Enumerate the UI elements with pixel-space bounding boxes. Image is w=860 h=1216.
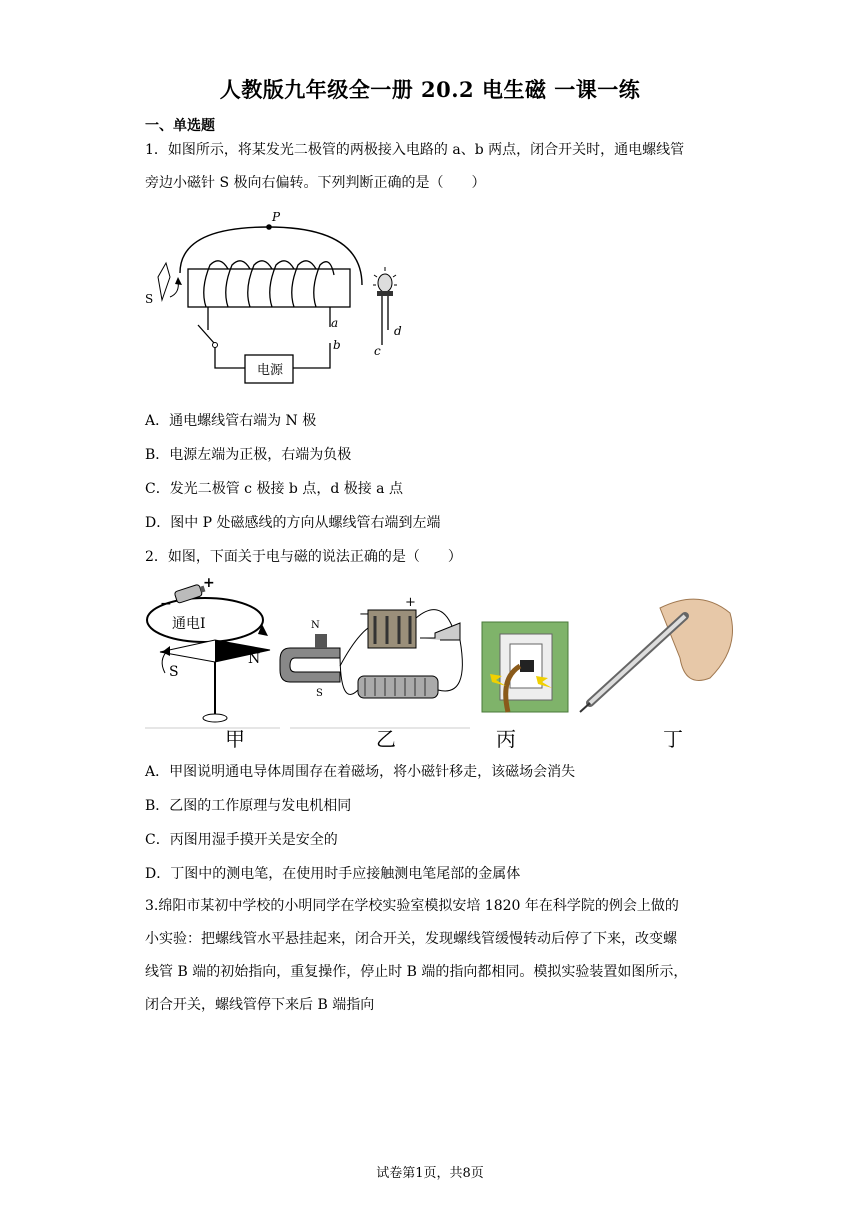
q2-figure-yi	[280, 595, 470, 728]
q1-point-p	[266, 224, 272, 230]
q2-stem: 2．如图，下面关于电与磁的说法正确的是（ ）	[145, 549, 462, 565]
q2-option-b: B．乙图的工作原理与发电机相同	[145, 798, 352, 814]
q3-line3: 线管 B 端的初始指向，重复操作，停止时 B 端的指向都相同。模拟实验装置如图所示，	[145, 964, 688, 980]
q1-label-power: 电源	[257, 363, 284, 378]
q1-option-d: D．图中 P 处磁感线的方向从螺线管右端到左端	[145, 515, 441, 531]
q2-option-c: C．丙图用湿手摸开关是安全的	[145, 832, 338, 848]
q1-switch	[198, 325, 214, 343]
svg-text:S: S	[316, 688, 323, 699]
q1-solenoid	[188, 269, 350, 307]
q3-line1: 3.绵阳市某初中学校的小明同学在学校实验室模拟安培 1820 年在科学院的例会上做的	[145, 898, 679, 914]
q2-label-bing: 丙	[496, 727, 516, 748]
q1-label-a: a	[331, 316, 339, 330]
q2-figure	[140, 578, 740, 748]
q2-label-jia: 甲	[225, 727, 245, 748]
svg-text:N: N	[311, 620, 320, 631]
q3-stem	[145, 890, 725, 1022]
q3-line4: 闭合开关，螺线管停下来后 B 端指向	[145, 997, 375, 1013]
q1-label-c: c	[374, 344, 381, 358]
q2-figure-jia	[145, 578, 280, 728]
svg-text:+: +	[405, 595, 416, 610]
q1-compass-needle	[158, 263, 170, 300]
svg-text:+: +	[203, 578, 215, 591]
q1-label-d: d	[394, 324, 402, 338]
q2-label-ding: 丁	[663, 727, 683, 748]
q1-circuit-figure	[140, 205, 420, 395]
svg-text:−: −	[359, 607, 370, 622]
svg-text:N: N	[248, 651, 261, 667]
page-title: 人教版九年级全一册 20.2 电生磁 一课一练	[219, 77, 641, 102]
section-heading: 一、单选题	[145, 118, 215, 134]
q2-label-yi: 乙	[376, 727, 396, 748]
q1-option-a: A．通电螺线管右端为 N 极	[145, 413, 317, 429]
q1-stem	[145, 134, 725, 200]
page-footer: 试卷第1页，共8页	[376, 1166, 484, 1181]
q1-option-b: B．电源左端为正极，右端为负极	[145, 447, 352, 463]
q1-stem-line1: 1．如图所示，将某发光二极管的两极接入电路的 a、b 两点，闭合开关时，通电螺线管	[145, 142, 685, 158]
svg-text:−: −	[160, 596, 172, 612]
q1-option-c: C．发光二极管 c 极接 b 点，d 极接 a 点	[145, 481, 403, 497]
q1-label-b: b	[333, 338, 341, 352]
q1-label-s: S	[145, 292, 154, 306]
svg-text:通电I: 通电I	[172, 616, 206, 632]
q2-option-a: A．甲图说明通电导体周围存在着磁场，将小磁针移走，该磁场会消失	[145, 764, 576, 780]
q1-stem-line2: 旁边小磁针 S 极向右偏转。下列判断正确的是（ ）	[145, 175, 486, 191]
q2-option-d: D．丁图中的测电笔，在使用时手应接触测电笔尾部的金属体	[145, 866, 521, 882]
q3-line2: 小实验：把螺线管水平悬挂起来，闭合开关，发现螺线管缓慢转动后停了下来，改变螺	[145, 931, 677, 947]
q2-figure-ding	[580, 599, 733, 712]
q2-figure-bing	[482, 622, 568, 712]
q1-label-p: P	[272, 210, 281, 224]
svg-text:S: S	[169, 664, 179, 680]
